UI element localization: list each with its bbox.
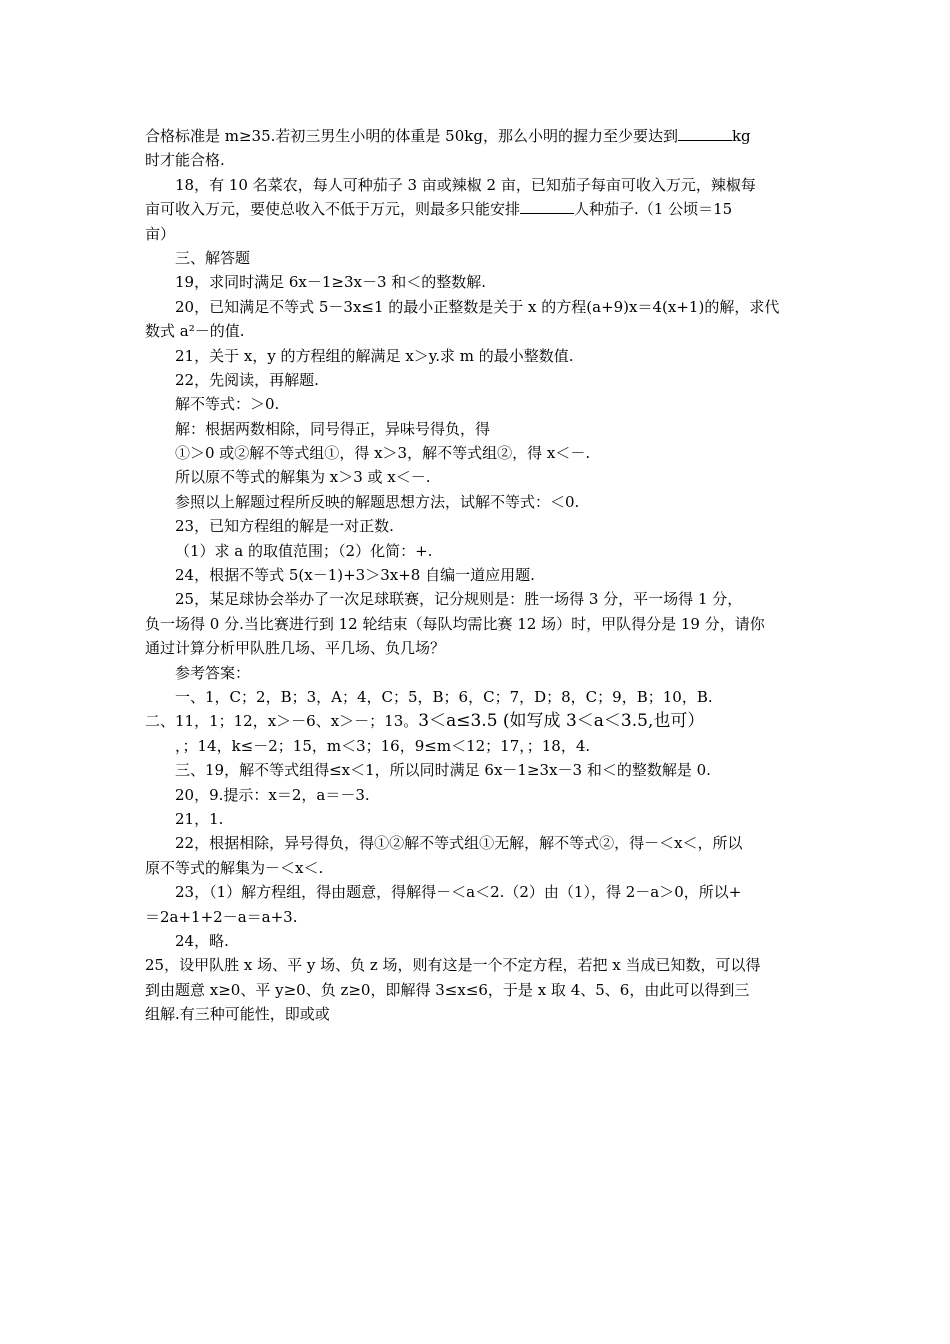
line-text: 负一场得 0 分.当比赛进行到 12 轮结束（每队均需比赛 12 场）时，甲队得分是 19 分，请你 (145, 614, 765, 633)
text-line-l14 (145, 441, 810, 465)
text-line-l05 (145, 222, 810, 246)
text-line-l35 (145, 953, 810, 977)
text-line-l24 (145, 685, 810, 709)
text-line-l31 (145, 856, 810, 880)
line-text: 三、19，解不等式组得≤x＜1，所以同时满足 6x－1≥3x－3 和＜的整数解是 0. (175, 761, 711, 780)
line-text: 23，已知方程组的解是一对正数. (175, 517, 394, 536)
line-text: 组解.有三种可能性，即或或 (145, 1005, 330, 1024)
text-line-l22 (145, 636, 810, 660)
line-text: 合格标准是 m≥35.若初三男生小明的体重是 50kg，那么小明的握力至少要达到 (145, 127, 678, 145)
line-text: 22，先阅读，再解题. (175, 370, 319, 389)
text-line-l36 (145, 978, 810, 1002)
document-page (145, 124, 810, 1026)
text-line-l11 (145, 368, 810, 392)
text-line-l28 (145, 783, 810, 807)
text-line-l01 (145, 124, 810, 148)
line-text: ①＞0 或②解不等式组①，得 x＞3，解不等式组②，得 x＜－. (175, 444, 591, 463)
line-text: 二、11，1；12，x＞－6、x＞－；13。 (145, 712, 419, 731)
line-text: 19，求同时满足 6x－1≥3x－3 和＜的整数解. (175, 273, 487, 292)
text-line-l33 (145, 905, 810, 929)
answer-blank (520, 199, 574, 214)
line-text: 三、解答题 (175, 248, 251, 267)
text-line-l17 (145, 514, 810, 538)
text-line-l12 (145, 392, 810, 416)
line-text: 3＜a≤3.5 (如写成 3＜a＜3.5,也可） (418, 711, 705, 732)
text-line-l26 (145, 734, 810, 758)
text-line-l34 (145, 929, 810, 953)
line-text: 22，根据相除，异号得负，得①②解不等式组①无解，解不等式②，得－＜x＜，所以 (175, 834, 743, 853)
text-line-l15 (145, 465, 810, 489)
text-line-l02 (145, 148, 810, 172)
text-line-l25 (145, 709, 810, 733)
text-line-l19 (145, 563, 810, 587)
text-line-l32 (145, 880, 810, 904)
line-text: 参考答案： (175, 663, 251, 682)
line-text: 原不等式的解集为－＜x＜. (145, 858, 324, 877)
line-text: 到由题意 x≥0、平 y≥0、负 z≥0，即解得 3≤x≤6，于是 x 取 4、5、6，由此可以得到三 (145, 980, 750, 999)
line-text: ，；14，k≤－2；15，m＜3；16，9≤m＜12；17，；18，4. (175, 736, 591, 755)
line-text: 亩） (145, 224, 176, 243)
line-text: 20，9.提示：x＝2，a＝－3. (175, 785, 370, 804)
line-text: 24，根据不等式 5(x－1)+3＞3x+8 自编一道应用题. (175, 566, 535, 585)
text-line-l07 (145, 270, 810, 294)
text-line-l18 (145, 539, 810, 563)
line-text: 解不等式：＞0. (175, 395, 280, 414)
text-line-l10 (145, 344, 810, 368)
text-line-l03 (145, 173, 810, 197)
text-line-l08 (145, 295, 810, 319)
line-text: 25，设甲队胜 x 场、平 y 场、负 z 场，则有这是一个不定方程，若把 x 当成已知数，可以得 (145, 956, 761, 975)
line-text: 数式 a²－的值. (145, 322, 245, 341)
line-text: 所以原不等式的解集为 x＞3 或 x＜－. (175, 468, 431, 487)
line-text: 一、1，C；2，B；3，A；4，C；5，B；6，C；7，D；8，C；9，B；10，B. (175, 687, 713, 706)
text-line-l09 (145, 319, 810, 343)
text-line-l37 (145, 1002, 810, 1026)
line-text: 亩可收入万元，要使总收入不低于万元，则最多只能安排 (145, 200, 521, 219)
text-line-l06 (145, 246, 810, 270)
line-text: 20，已知满足不等式 5－3x≤1 的最小正整数是关于 x 的方程(a+9)x＝4(x+1)的解，求代 (175, 297, 780, 316)
line-text: 25，某足球协会举办了一次足球联赛，记分规则是：胜一场得 3 分，平一场得 1 分， (175, 590, 743, 609)
line-text: 通过计算分析甲队胜几场、平几场、负几场？ (145, 639, 446, 658)
text-line-l23 (145, 661, 810, 685)
line-text: 人种茄子.（1 公顷＝15 (574, 200, 733, 219)
line-text: 18，有 10 名菜农，每人可种茄子 3 亩或辣椒 2 亩，已知茄子每亩可收入万元，辣椒每 (175, 175, 756, 194)
line-text: 21，1. (175, 809, 224, 828)
line-text: 23，（1）解方程组，得由题意，得解得－＜a＜2.（2）由（1），得 2－a＞0，所以+ (175, 883, 742, 902)
line-text: （1）求 a 的取值范围；（2）化简：+. (175, 541, 433, 560)
text-line-l27 (145, 758, 810, 782)
answer-blank (678, 126, 732, 141)
line-text: kg (731, 127, 751, 145)
line-text: ＝2a+1+2－a＝a+3. (145, 907, 298, 926)
line-text: 参照以上解题过程所反映的解题思想方法，试解不等式：＜0. (175, 492, 580, 511)
line-text: 时才能合格. (145, 151, 225, 170)
text-line-l29 (145, 807, 810, 831)
line-text: 解：根据两数相除，同号得正，异味号得负，得 (175, 419, 491, 438)
text-line-l21 (145, 612, 810, 636)
text-line-l30 (145, 831, 810, 855)
text-line-l13 (145, 417, 810, 441)
text-line-l20 (145, 587, 810, 611)
line-text: 21，关于 x，y 的方程组的解满足 x＞y.求 m 的最小整数值. (175, 346, 574, 365)
text-line-l16 (145, 490, 810, 514)
line-text: 24，略. (175, 931, 229, 950)
text-line-l04 (145, 197, 810, 221)
